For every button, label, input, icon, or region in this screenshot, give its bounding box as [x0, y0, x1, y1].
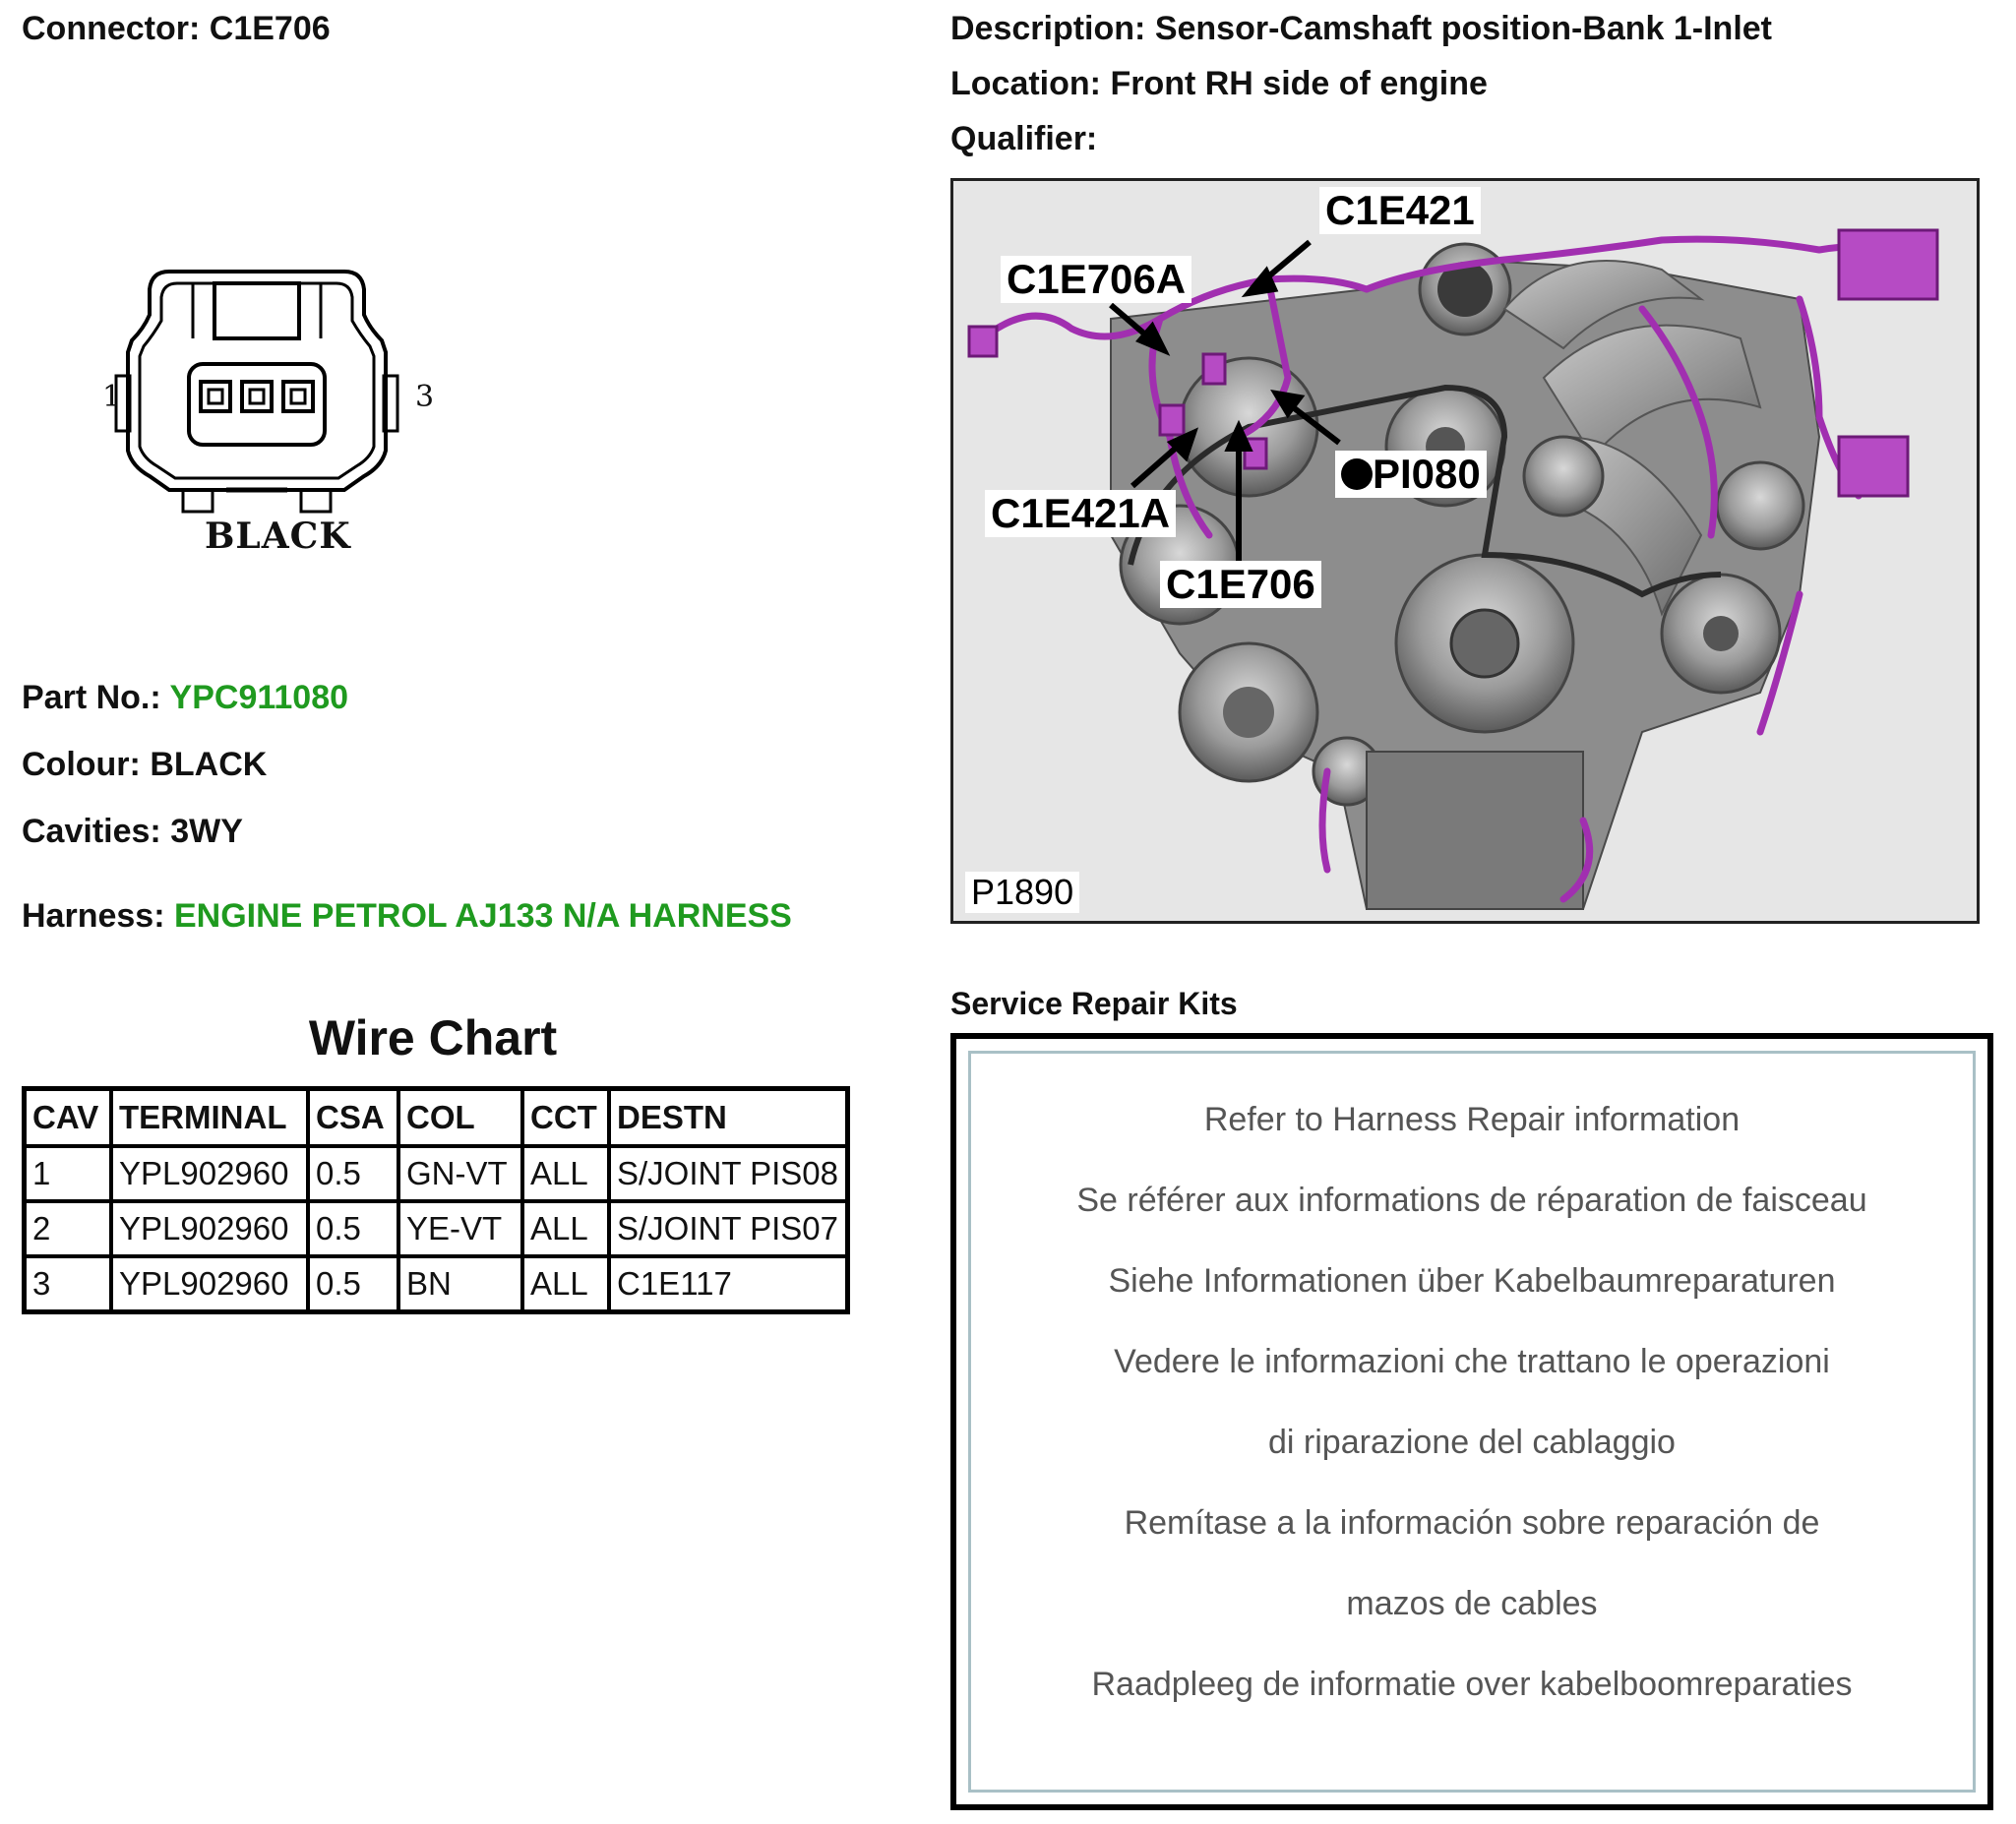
header-csa: CSA: [308, 1089, 398, 1147]
kit-line-italian-1: Vedere le informazioni che trattano le operazioni: [1114, 1343, 1830, 1380]
cell-destn: S/JOINT PIS07: [609, 1201, 848, 1256]
description-value: Sensor-Camshaft position-Bank 1-Inlet: [1154, 10, 1773, 47]
location-value: Front RH side of engine: [1110, 65, 1488, 102]
service-repair-kits-heading: Service Repair Kits: [950, 986, 1238, 1021]
cell-cct: ALL: [522, 1201, 609, 1256]
callout-c1e706: C1E706: [1160, 561, 1321, 608]
cell-csa: 0.5: [308, 1256, 398, 1312]
cell-csa: 0.5: [308, 1146, 398, 1201]
cell-cav: 3: [25, 1256, 112, 1312]
cell-cct: ALL: [522, 1146, 609, 1201]
part-no-label: Part No.:: [22, 679, 161, 716]
harness-link[interactable]: ENGINE PETROL AJ133 N/A HARNESS: [173, 897, 792, 935]
cell-terminal: YPL902960: [111, 1201, 308, 1256]
connector-colour-label: BLACK: [205, 516, 351, 557]
header-cct: CCT: [522, 1089, 609, 1147]
callout-c1e421a: C1E421A: [985, 490, 1176, 537]
service-repair-kits-inner: [968, 1051, 1976, 1793]
pin-left-label: 1: [102, 380, 122, 414]
pin-right-label: 3: [415, 380, 435, 414]
callout-c1e706a: C1E706A: [1001, 256, 1191, 303]
cell-terminal: YPL902960: [111, 1146, 308, 1201]
description-field: [950, 10, 1772, 48]
cell-col: YE-VT: [398, 1201, 522, 1256]
location-field: [950, 65, 1488, 103]
callout-pi080: PI080: [1335, 451, 1487, 498]
engine-locator-image: [950, 178, 1980, 924]
cell-col: BN: [398, 1256, 522, 1312]
image-reference-label: P1890: [965, 872, 1079, 913]
cell-csa: 0.5: [308, 1201, 398, 1256]
kit-line-spanish-1: Remítase a la información sobre reparación de: [1124, 1504, 1820, 1542]
part-no-field: [22, 679, 348, 717]
cell-cav: 1: [25, 1146, 112, 1201]
table-row: [25, 1201, 848, 1256]
cell-col: GN-VT: [398, 1146, 522, 1201]
callout-c1e421: C1E421: [1319, 187, 1481, 234]
connector-face-diagram: [98, 258, 453, 573]
cavities-value: 3WY: [170, 813, 243, 850]
table-header-row: [25, 1089, 848, 1147]
wire-chart-table: [22, 1086, 850, 1314]
header-terminal: TERMINAL: [111, 1089, 308, 1147]
kit-line-dutch: Raadpleeg de informatie over kabelboomreparaties: [1091, 1666, 1853, 1703]
service-repair-kits-box: [950, 1033, 1993, 1810]
kit-line-french: Se référer aux informations de réparation de faisceau: [1076, 1182, 1867, 1219]
header-col: COL: [398, 1089, 522, 1147]
kit-line-german: Siehe Informationen über Kabelbaumreparaturen: [1108, 1262, 1836, 1300]
wire-chart-title: Wire Chart: [308, 1010, 558, 1065]
cell-cct: ALL: [522, 1256, 609, 1312]
cell-cav: 2: [25, 1201, 112, 1256]
table-row: [25, 1146, 848, 1201]
cell-destn: S/JOINT PIS08: [609, 1146, 848, 1201]
table-row: [25, 1256, 848, 1312]
qualifier-label: Qualifier:: [950, 120, 1098, 157]
kit-line-english: Refer to Harness Repair information: [1203, 1101, 1741, 1138]
location-label: Location:: [950, 65, 1101, 102]
harness-label: Harness:: [22, 897, 165, 935]
connector-value: C1E706: [209, 10, 331, 47]
kit-line-italian-2: di riparazione del cablaggio: [1268, 1424, 1676, 1461]
cavities-label: Cavities:: [22, 813, 161, 850]
cavities-field: [22, 813, 243, 851]
connector-label: Connector:: [22, 10, 201, 47]
harness-field: [22, 897, 792, 936]
cell-terminal: YPL902960: [111, 1256, 308, 1312]
bullet-dot-icon: [1341, 458, 1373, 490]
colour-field: [22, 746, 267, 784]
connector-field: [22, 10, 331, 48]
header-destn: DESTN: [609, 1089, 848, 1147]
kit-line-spanish-2: mazos de cables: [1346, 1585, 1598, 1622]
qualifier-field: [950, 120, 1097, 158]
colour-label: Colour:: [22, 746, 141, 783]
header-cav: CAV: [25, 1089, 112, 1147]
part-no-link[interactable]: YPC911080: [169, 679, 349, 716]
cell-destn: C1E117: [609, 1256, 848, 1312]
colour-value: BLACK: [150, 746, 268, 783]
description-label: Description:: [950, 10, 1146, 47]
